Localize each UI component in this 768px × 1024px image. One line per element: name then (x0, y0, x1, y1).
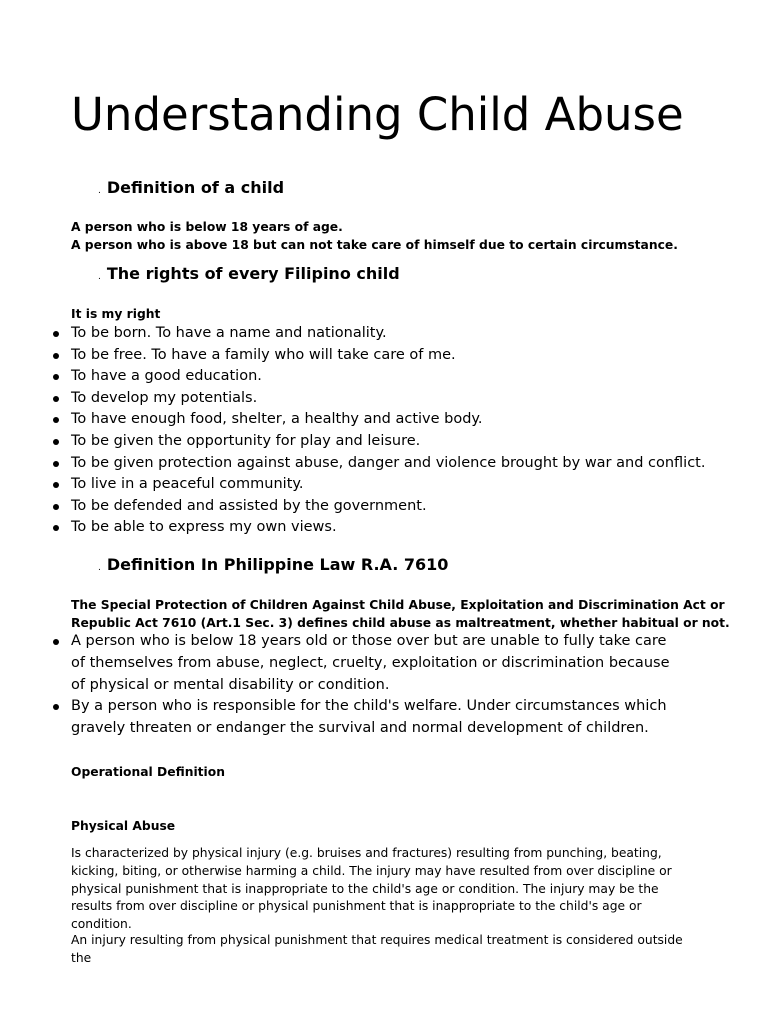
list-item: By a person who is responsible for the child's welfare. Under circumstances which gravely threaten or endanger the survival and normal development of children. (71, 696, 681, 740)
rights-list (71, 323, 705, 539)
law-intro (71, 596, 730, 632)
list-item: To have a good education. (71, 366, 705, 388)
section-heading-text: Definition In Philippine Law R.A. 7610 (106, 555, 449, 574)
operational-definition-text: Operational Definition (71, 765, 225, 779)
list-item: To be free. To have a family who will take care of me. (71, 345, 705, 367)
section-heading-definition-of-child (98, 178, 284, 197)
list-item: To have enough food, shelter, a healthy and active body. (71, 409, 705, 431)
list-item: A person who is below 18 years old or those over but are unable to fully take care of themselves from abuse, neglect, cruelty, exploitation or discrimination because of physical or mental disability or condition. (71, 631, 681, 696)
physical-abuse-paragraph: Is characterized by physical injury (e.g. bruises and fractures) resulting from punching, beating, kicking, biting, or otherwise harming a child. The injury may have resulted from over discipline or physical punishment that is inappropriate to the child's age or condition. The injury may be the results from over discipline or physical punishment that is inappropriate to the child's age or condition. (71, 846, 672, 932)
operational-definition-heading (71, 763, 225, 781)
child-definition-text (71, 218, 678, 254)
list-item: To be given the opportunity for play and leisure. (71, 431, 705, 453)
section-heading-text: The rights of every Filipino child (106, 264, 400, 283)
section-heading-text: Definition of a child (106, 178, 285, 197)
section-heading-philippine-law (98, 555, 448, 574)
list-item: To be born. To have a name and nationality. (71, 323, 705, 345)
rights-intro-text: It is my right (71, 307, 161, 321)
section-heading-rights (98, 264, 400, 283)
bullet-dot-icon: . (98, 272, 101, 282)
list-item: To be able to express my own views. (71, 517, 705, 539)
law-intro-line: Republic Act 7610 (Art.1 Sec. 3) defines child abuse as maltreatment, whether habitual or not. (71, 616, 730, 630)
physical-abuse-heading-text: Physical Abuse (71, 819, 176, 833)
list-item: To live in a peaceful community. (71, 474, 705, 496)
child-definition-line: A person who is below 18 years of age. (71, 220, 343, 234)
physical-abuse-heading (71, 817, 175, 835)
rights-intro (71, 305, 160, 323)
physical-abuse-paragraph: An injury resulting from physical punishment that requires medical treatment is considered outside the (71, 933, 683, 965)
page-title: Understanding Child Abuse (71, 88, 684, 141)
law-list (71, 631, 681, 740)
child-definition-line: A person who is above 18 but can not take care of himself due to certain circumstance. (71, 238, 678, 252)
list-item: To be defended and assisted by the government. (71, 496, 705, 518)
law-intro-line: The Special Protection of Children Against Child Abuse, Exploitation and Discrimination Act or (71, 598, 725, 612)
bullet-dot-icon: . (98, 186, 101, 196)
list-item: To be given protection against abuse, danger and violence brought by war and conflict. (71, 453, 705, 475)
list-item: To develop my potentials. (71, 388, 705, 410)
bullet-dot-icon: . (98, 563, 101, 573)
